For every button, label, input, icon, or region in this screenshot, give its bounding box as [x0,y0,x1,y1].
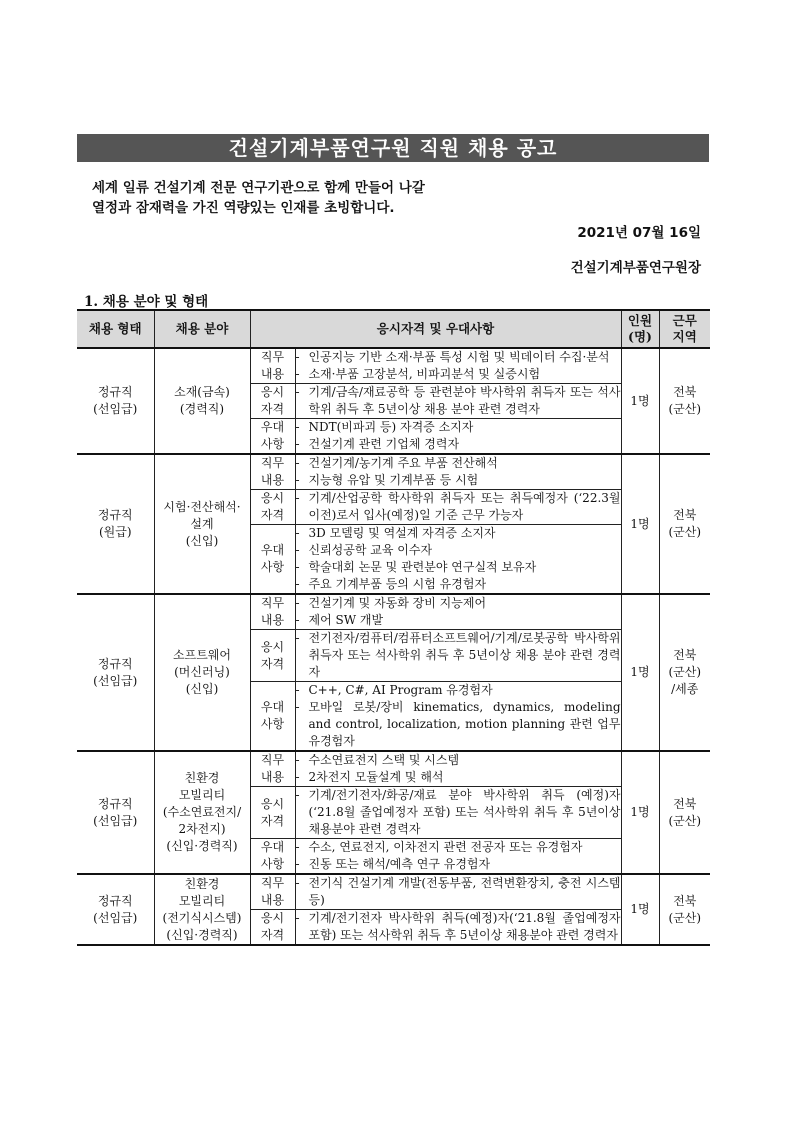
cell-detail [295,490,621,525]
cell-detail [295,384,621,419]
row-label-line: 자격 [260,402,285,416]
header-region: 근무 지역 [659,310,710,348]
field-line: (신입·경력직) [166,839,238,853]
region-line: 전북 [673,385,697,399]
region-line: (군산) [668,910,702,925]
recruitment-table [77,309,710,946]
cell-row-label [250,384,295,419]
cell-field [154,594,250,751]
employment-type-line: 정규직 [97,508,133,522]
field-line: 시험·전산해석· [163,499,241,514]
list-item [296,612,621,629]
region-line: (군산) [668,813,702,828]
bullet-dash: - [295,456,300,470]
cell-detail [295,839,621,875]
region-line: 전북 [673,893,697,908]
field-line: (수소연료전지/ [162,805,242,819]
list-item [296,436,621,453]
list-item [296,595,621,612]
employment-type-line: 정규직 [97,656,133,671]
cell-region [659,348,710,454]
list-item [296,349,621,366]
list-item [296,366,621,383]
cell-field [154,348,250,454]
bullet-dash: - [295,770,300,784]
bullet-dash: - [295,577,300,591]
list-item [296,490,621,524]
list-item-text: 전기전자/컴퓨터/컴퓨터소프트웨어/기계/로봇공학 박사학위 취득자 또는 석사학위 취득 후 5년이상 채용 분야 관련 경력자 [308,631,621,679]
field-line: 2차전지) [178,822,226,836]
row-label-line: 응시 [260,491,285,505]
row-label-line: 직무 [260,753,285,767]
cell-employment-type [77,594,154,751]
row-label-line: 우대 [260,840,285,854]
list-item [296,699,621,750]
cell-employment-type [77,751,154,874]
cell-row-label [250,839,295,875]
cell-row-label [250,490,295,525]
intro-line-1: 세계 일류 건설기계 전문 연구기관으로 함께 만들어 나갈 [92,180,425,196]
header-qualification: 응시자격 및 우대사항 [250,310,621,348]
field-line: 모빌리티 [178,788,226,802]
bullet-dash: - [295,683,300,697]
row-label-line: 내용 [260,613,285,627]
list-item [296,576,621,593]
region-line: (군산) [668,525,702,539]
bullet-dash: - [295,700,300,714]
list-item [296,839,621,856]
row-label-line: 직무 [260,596,285,610]
row-label-line: 사항 [260,717,285,731]
bullet-dash: - [295,876,300,890]
cell-row-label [250,874,295,910]
issuer-name: 건설기계부품연구원장 [570,260,701,276]
list-item-text: 기계/금속/재료공학 등 관련분야 박사학위 취득자 또는 석사학위 취득 후 5년이상 채용 분야 관련 경력자 [308,385,621,416]
row-label-line: 내용 [260,770,285,784]
announcement-date: 2021년 07월 16일 [577,225,701,241]
list-item-text: 건설기계 및 자동화 장비 지능제어 [308,596,487,610]
row-label-line: 우대 [260,700,285,714]
bullet-dash: - [295,367,300,381]
row-label-line: 우대 [260,543,285,557]
field-line: 모빌리티 [178,893,226,908]
cell-row-label [250,787,295,839]
list-item-text: 지능형 유압 및 기계부품 등 시험 [308,473,479,487]
cell-detail [295,348,621,384]
field-line: (신입·경력직) [166,927,238,942]
table-row [77,348,710,384]
cell-region [659,874,710,945]
list-item-text: 3D 모델링 및 역설계 자격증 소지자 [308,526,496,540]
list-item-text: 2차전지 모듈설계 및 해석 [308,770,444,784]
employment-type-line: 정규직 [97,796,133,811]
cell-headcount: 1명 [621,454,659,594]
employment-grade-line: (선임급) [93,910,138,925]
cell-row-label [250,348,295,384]
list-item-text: 인공지능 기반 소재·부품 특성 시험 및 빅데이터 수집·분석 [308,350,610,364]
field-line: (신입) [185,533,219,548]
list-item-text: NDT(비파괴 등) 자격증 소지자 [308,420,474,434]
list-item-text: 학술대회 논문 및 관련분야 연구실적 보유자 [308,560,537,574]
row-label-line: 사항 [260,857,285,871]
list-item-text: 주요 기계부품 등의 시험 유경험자 [308,577,487,591]
cell-region [659,751,710,874]
cell-field [154,751,250,874]
cell-detail [295,419,621,455]
bullet-dash: - [295,491,300,505]
cell-employment-type [77,454,154,594]
list-item-text: 건설기계/농기계 주요 부품 전산해석 [308,456,498,470]
cell-detail [295,751,621,787]
table-row [77,454,710,490]
row-label-line: 직무 [260,350,285,364]
list-item-text: 건설기계 관련 기업체 경력자 [308,437,460,451]
header-field: 채용 분야 [154,310,250,348]
table-row [77,874,710,910]
list-item-text: 제어 SW 개발 [308,613,384,627]
cell-employment-type [77,348,154,454]
list-item [296,875,621,909]
row-label-line: 응시 [260,385,285,399]
row-label-line: 자격 [260,813,285,828]
list-item [296,542,621,559]
row-label-line: 사항 [260,437,285,451]
field-line: 친환경 [184,771,220,785]
bullet-dash: - [295,350,300,364]
row-label-line: 내용 [260,893,285,907]
row-label-line: 응시 [260,639,285,654]
page-title: 건설기계부품연구원 직원 채용 공고 [77,134,709,162]
cell-region [659,454,710,594]
row-label-line: 직무 [260,876,285,890]
cell-field [154,874,250,945]
bullet-dash: - [295,753,300,767]
row-label-line: 응시 [260,911,285,925]
cell-row-label [250,525,295,595]
list-item-text: 수소, 연료전지, 이차전지 관련 전공자 또는 유경험자 [308,840,583,854]
table-body [77,348,710,945]
row-label-line: 응시 [260,796,285,811]
bullet-dash: - [295,560,300,574]
list-item [296,630,621,681]
list-item-text: 소재·부품 고장분석, 비파괴분석 및 실증시험 [308,367,541,381]
list-item [296,752,621,769]
cell-detail [295,525,621,595]
region-line: /세종 [671,682,699,696]
cell-detail [295,630,621,682]
bullet-dash: - [295,596,300,610]
field-line: (경력직) [179,402,225,416]
intro-line-2: 열정과 잠재력을 가진 역량있는 인재를 초빙합니다. [92,200,395,216]
bullet-dash: - [295,420,300,434]
cell-headcount: 1명 [621,874,659,945]
list-item-text: 수소연료전지 스택 및 시스템 [308,753,460,767]
cell-row-label [250,594,295,630]
header-count: 인원 (명) [621,310,659,348]
table-row [77,594,710,630]
list-item-text: 전기식 건설기계 개발(전동부품, 전력변환장치, 충전 시스템 등) [308,876,621,907]
intro-text [92,178,425,218]
field-line: 설계 [190,516,214,531]
header-type: 채용 형태 [77,310,154,348]
table-header-row [77,310,710,348]
list-item [296,682,621,699]
cell-row-label [250,682,295,752]
cell-region [659,594,710,751]
list-item-text: 신뢰성공학 교육 이수자 [308,543,433,557]
row-label-line: 사항 [260,560,285,574]
field-line: 소재(금속) [174,385,230,399]
row-label-line: 내용 [260,473,285,487]
bullet-dash: - [295,385,300,399]
cell-row-label [250,454,295,490]
cell-detail [295,454,621,490]
list-item-text: C++, C#, AI Program 유경험자 [308,683,493,697]
region-line: (군산) [668,665,702,679]
field-line: (신입) [185,682,219,696]
cell-headcount: 1명 [621,751,659,874]
cell-detail [295,910,621,946]
bullet-dash: - [295,911,300,925]
cell-employment-type [77,874,154,945]
cell-field [154,454,250,594]
employment-grade-line: (선임급) [93,813,138,828]
employment-grade-line: (선임급) [93,402,138,416]
list-item [296,472,621,489]
row-label-line: 자격 [260,508,285,522]
employment-type-line: 정규직 [97,385,133,399]
bullet-dash: - [295,526,300,540]
bullet-dash: - [295,543,300,557]
list-item-text: 모바일 로봇/장비 kinematics, dynamics, modeling and control, localization, motion planning 관련 업무 유경험자 [308,700,621,748]
list-item [296,525,621,542]
cell-detail [295,787,621,839]
list-item [296,559,621,576]
cell-headcount: 1명 [621,348,659,454]
cell-detail [295,874,621,910]
row-label-line: 우대 [260,420,285,434]
cell-detail [295,682,621,752]
employment-type-line: 정규직 [97,893,133,908]
cell-row-label [250,751,295,787]
section-title-recruitment: 1. 채용 분야 및 형태 [84,294,209,310]
employment-grade-line: (선임급) [93,673,138,688]
region-line: 전북 [673,648,697,662]
bullet-dash: - [295,788,300,802]
bullet-dash: - [295,631,300,645]
list-item-text: 진동 또는 해석/예측 연구 유경험자 [308,857,491,871]
cell-detail [295,594,621,630]
row-label-line: 내용 [260,367,285,381]
region-line: 전북 [673,508,697,522]
field-line: 친환경 [184,876,220,891]
cell-row-label [250,910,295,946]
list-item [296,856,621,873]
bullet-dash: - [295,613,300,627]
list-item-text: 기계/전기전자 박사학위 취득(예정)자(‘21.8월 졸업예정자 포함) 또는 석사학위 취득 후 5년이상 채용분야 관련 경력자 [308,911,621,942]
cell-row-label [250,419,295,455]
list-item [296,769,621,786]
list-item-text: 기계/산업공학 학사학위 취득자 또는 취득예정자 (‘22.3월 이전)로서 입사(예정)일 기준 근무 가능자 [308,491,621,522]
bullet-dash: - [295,840,300,854]
region-line: (군산) [668,402,702,416]
list-item [296,455,621,472]
list-item [296,787,621,838]
employment-grade-line: (원급) [98,525,132,539]
list-item [296,384,621,418]
bullet-dash: - [295,437,300,451]
field-line: (머신러닝) [174,665,230,679]
field-line: (전기식시스템) [162,910,242,925]
field-line: 소프트웨어 [173,648,231,662]
list-item [296,419,621,436]
row-label-line: 자격 [260,928,285,942]
row-label-line: 직무 [260,456,285,470]
bullet-dash: - [295,857,300,871]
table-row [77,751,710,787]
list-item [296,910,621,944]
cell-row-label [250,630,295,682]
cell-headcount: 1명 [621,594,659,751]
region-line: 전북 [673,796,697,811]
bullet-dash: - [295,473,300,487]
list-item-text: 기계/전기전자/화공/재료 분야 박사학위 취득 (예정)자(‘21.8월 졸업예정자 포함) 또는 석사학위 취득 후 5년이상 채용분야 관련 경력자 [308,788,621,836]
row-label-line: 자격 [260,656,285,671]
